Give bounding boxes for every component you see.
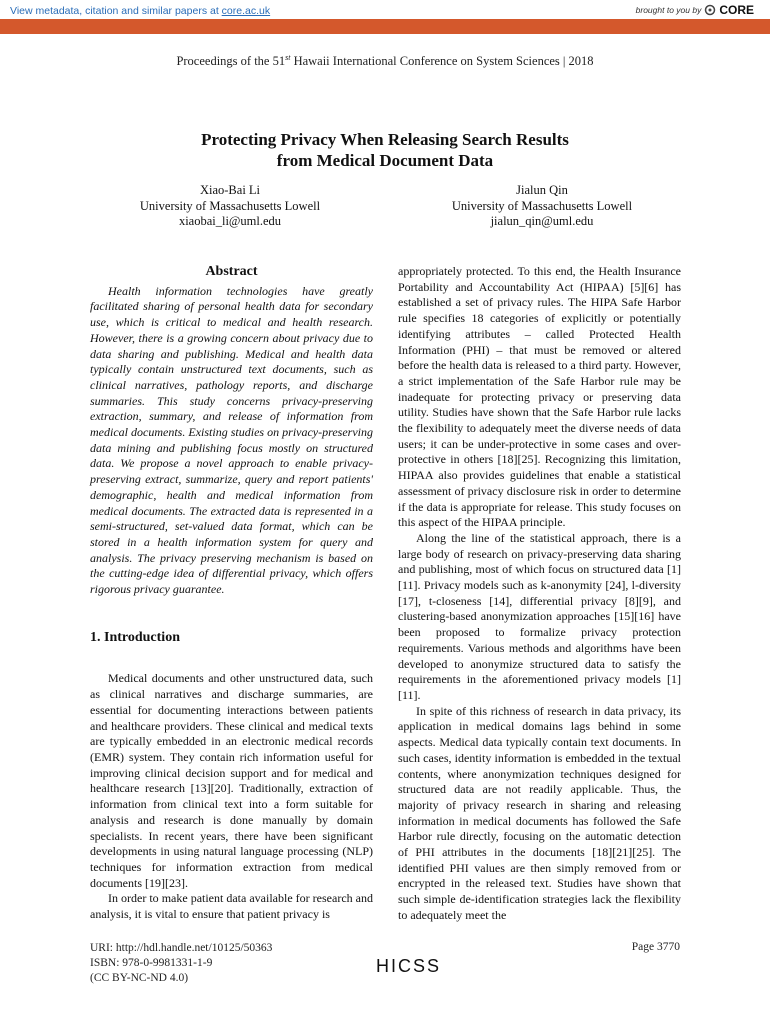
- title-line-1: Protecting Privacy When Releasing Search Results: [201, 130, 569, 149]
- title-line-2: from Medical Document Data: [276, 151, 494, 170]
- page-number: Page 3770: [631, 941, 680, 953]
- core-logo-icon: [704, 4, 716, 16]
- proceedings-sup: st: [285, 53, 291, 62]
- proceedings-header: [0, 53, 770, 69]
- paper-title: [0, 129, 770, 171]
- abstract-heading: Abstract: [205, 264, 258, 279]
- author-block: [382, 183, 702, 230]
- provider-bar: [0, 19, 770, 50]
- footer-isbn: ISBN: 978-0-9981331-1-9: [90, 957, 213, 969]
- proceedings-pre: Proceedings of the 51: [176, 54, 286, 69]
- footer-info: [90, 941, 272, 986]
- hicss-logo: HICSS: [376, 956, 442, 976]
- left-column: [90, 264, 373, 923]
- body-paragraph: In spite of this richness of research in data privacy, its application in medical domains lags behind in some aspects. Medical data typically contain text documents. In such cases, identity information is embedded in the textual contents, where anonymization techniques designed for structured data are not readily applicable. Thus, the majority of privacy research in sharing and releasing information in medical documents has followed the Safe Harbor rule directly, focusing on the automatic detection of PHI attributes in the documents [18][21][25]. The identified PHI values are then simply removed from or encrypted in the released text. Studies have shown that such simple de-identification strategies lack the flexibility to adequately meet the: [398, 703, 681, 922]
- author-block: [70, 183, 390, 230]
- intro-paragraph: In order to make patient data available for research and analysis, it is vital to ensure that patient privacy is: [90, 891, 373, 922]
- brought-to-you-by[interactable]: [636, 3, 754, 17]
- metadata-link[interactable]: [10, 5, 270, 17]
- core-banner: [0, 0, 770, 19]
- author-email: jialun_qin@uml.edu: [490, 214, 594, 228]
- metadata-link-prefix[interactable]: View metadata, citation and similar papers at: [10, 5, 222, 17]
- author-email: xiaobai_li@uml.edu: [178, 214, 282, 228]
- proceedings-post: Hawaii International Conference on System Sciences | 2018: [290, 54, 594, 69]
- author-affiliation: University of Massachusetts Lowell: [451, 198, 633, 213]
- footer-uri: URI: http://hdl.handle.net/10125/50363: [90, 942, 273, 954]
- core-logo-text: CORE: [719, 3, 754, 17]
- author-name: Xiao-Bai Li: [199, 183, 261, 197]
- right-column: [398, 264, 681, 924]
- footer-license: (CC BY-NC-ND 4.0): [90, 972, 189, 984]
- intro-paragraph: Medical documents and other unstructured data, such as clinical narratives and discharge summaries, are essential for documenting interactions between patients and healthcare providers. These clinical and medical texts are typically embedded in an electronic medical records (EMR) system. They contain rich information useful for improving clinical decision support and for medical and healthcare research [13][20]. Traditionally, extraction of information from clinical text into a form suitable for analysis and research is done manually by domain specialists. In recent years, there have been significant developments in using natural language processing (NLP) techniques for information extraction from medical documents [19][23].: [90, 671, 373, 890]
- author-name: Jialun Qin: [516, 183, 568, 197]
- provided-by-link[interactable]: provided by ScholarSpace at University of Hawai'i at Manoa: [528, 40, 754, 50]
- brought-text: brought to you by: [635, 5, 702, 15]
- section-heading: 1. Introduction: [90, 629, 180, 645]
- core-site-link[interactable]: core.ac.uk: [221, 5, 271, 17]
- body-paragraph: Along the line of the statistical approach, there is a large body of research on privacy-preserving data sharing and publishing, most of which focus on structured data [1][11]. Privacy models such as k-anonymity [24], l-diversity [17], t-closeness [14], differential privacy [8][9], and clustering-based anonymization approaches [15][16] have been proposed to formalize privacy protection requirements. Various methods and algorithms have been developed to anonymize structured data to satisfy the requirements in the aforementioned privacy models [1][11].: [398, 530, 681, 702]
- abstract-text: Health information technologies have greatly facilitated sharing of personal health data for secondary use, which is critical to medical and health research. However, there is a growing concern about privacy due to data sharing and publishing. Medical and health data typically contain unstructured text documents, such as clinical narratives, pathology reports, and discharge summaries. This study concerns privacy-preserving extraction, summary, and release of information from medical documents. Existing studies on privacy-preserving data mining and publishing focus mostly on structured data. We propose a novel approach to enable privacy-preserving extract, summarize, query and report patients' demographic, health and medical information from medical documents. The extracted data is represented in a semi-structured, set-valued data format, which can be stored in a health information system for query and analysis. The privacy preserving mechanism is based on the cutting-edge idea of differential privacy, which offers rigorous privacy guarantee.: [90, 283, 373, 597]
- body-paragraph: appropriately protected. To this end, the Health Insurance Portability and Accountability Act (HIPAA) [5][6] has established a set of privacy rules. The HIPA Safe Harbor rule specifies 18 categories of explicitly or potentially identifying attributes – called Protected Health Information (PHI) – that must be removed or altered before the health data is released to a third party. However, a strict implementation of the Safe Harbor rule may be inadequate for protecting privacy or preserving data utility. Studies have shown that the Safe Harbor rule lacks the flexibility to adequately meet the diverse needs of data users; it can be under-protective in some cases and over-protective in others [18][25]. Recognizing this limitation, HIPAA also provides guidelines that enable a statistical assessment of privacy disclosure risk in order to determine if the data is appropriate for release. This study focuses on this aspect of the HIPAA principle.: [398, 264, 681, 530]
- author-affiliation: University of Massachusetts Lowell: [139, 198, 321, 213]
